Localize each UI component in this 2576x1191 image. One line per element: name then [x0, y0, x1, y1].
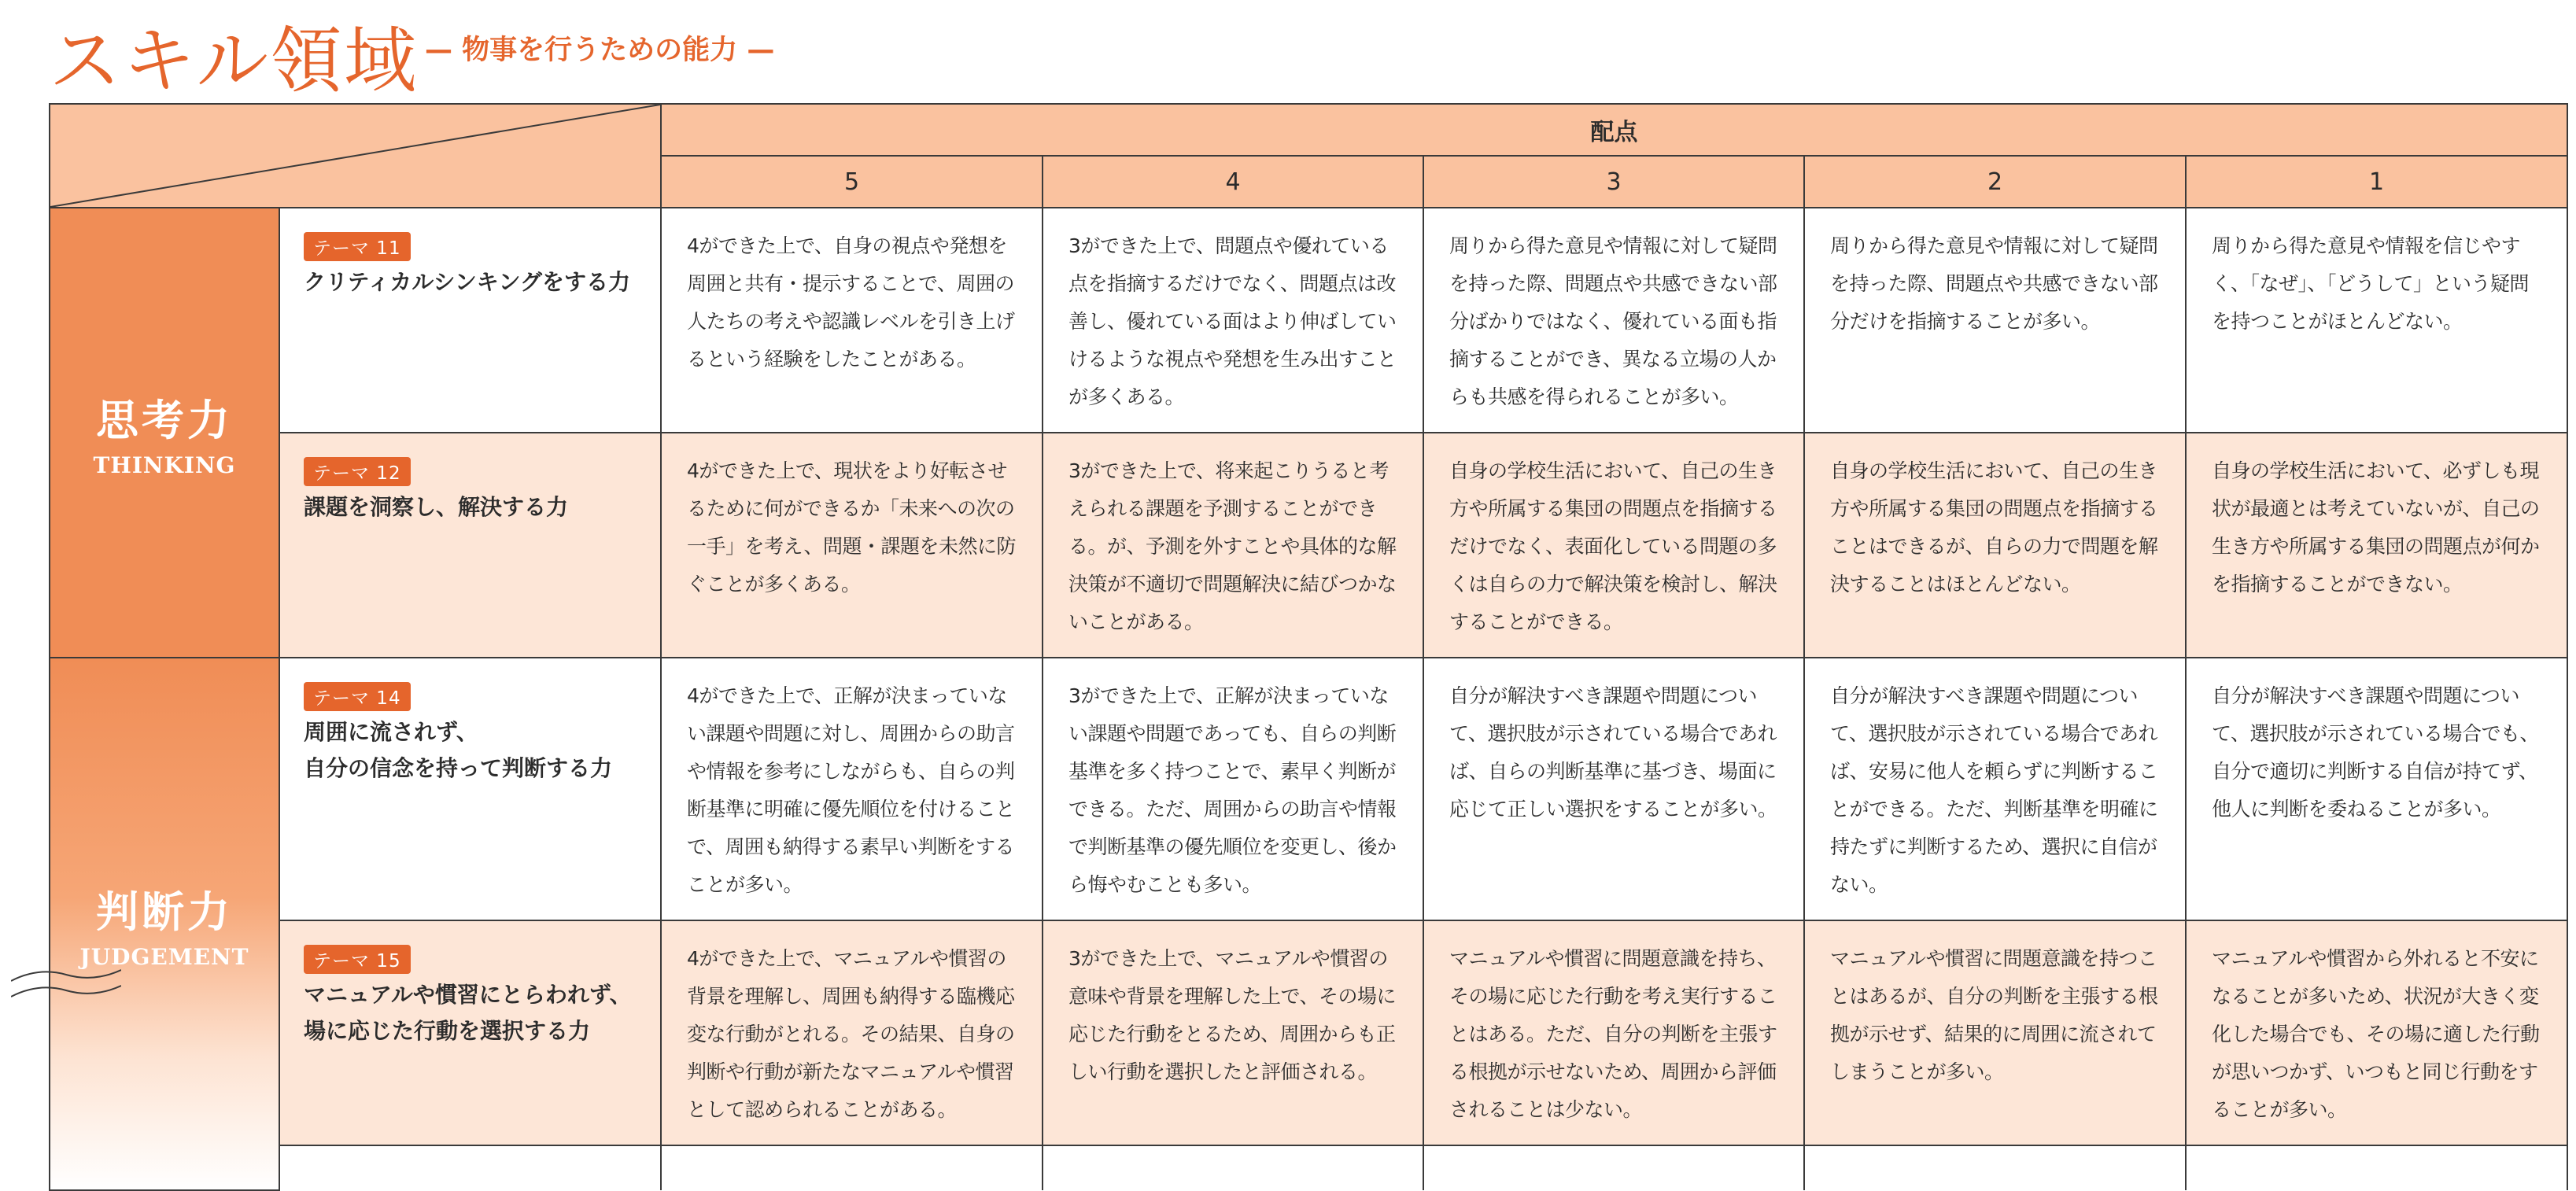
- rubric-cell: 3ができた上で、問題点や優れている点を指摘するだけでなく、問題点は改善し、優れている面はより伸ばしていけるような視点や発想を生み出すことが多くある。: [1043, 208, 1423, 433]
- theme-badge: テーマ 11: [304, 232, 411, 261]
- score-2: 2: [1804, 156, 2186, 208]
- table-row-continuation: [50, 1145, 2567, 1190]
- rubric-cell: 3ができた上で、正解が決まっていない課題や問題であっても、自らの判断基準を多く持つことで、素早く判断ができる。ただ、周囲からの助言や情報で判断基準の優先順位を変更し、後から悔やむことも多い。: [1043, 658, 1423, 920]
- corner-cell: [50, 104, 661, 208]
- blank-cell: [661, 1145, 1043, 1190]
- page-break-icon: [11, 964, 121, 1027]
- table-row: [50, 433, 2567, 658]
- page-subtitle: — 物事を行うための能力 —: [425, 35, 775, 66]
- rubric-cell: 周りから得た意見や情報を信じやすく、「なぜ」、「どうして」という疑問を持つことがほとんどない。: [2186, 208, 2567, 433]
- theme-cell: [279, 208, 661, 433]
- rubric-cell: 自分が解決すべき課題や問題について、選択肢が示されている場合でも、自分で適切に判断する自信が持てず、他人に判断を委ねることが多い。: [2186, 658, 2567, 920]
- rubric-cell: 自身の学校生活において、自己の生き方や所属する集団の問題点を指摘することはできるが、自らの力で問題を解決することはほとんどない。: [1804, 433, 2186, 658]
- rubric-cell: 自分が解決すべき課題や問題について、選択肢が示されている場合であれば、自らの判断基準に基づき、場面に応じて正しい選択をすることが多い。: [1423, 658, 1804, 920]
- table-row: [50, 658, 2567, 920]
- score-5: 5: [661, 156, 1043, 208]
- score-4: 4: [1043, 156, 1423, 208]
- rubric-cell: 4ができた上で、現状をより好転させるために何ができるか「未来への次の一手」を考え、問題・課題を未然に防ぐことが多くある。: [661, 433, 1043, 658]
- score-3: 3: [1423, 156, 1804, 208]
- skill-rubric-table: [49, 103, 2568, 1191]
- rubric-cell: 自分が解決すべき課題や問題について、選択肢が示されている場合であれば、安易に他人を頼らずに判断することができる。ただ、判断基準を明確に持たずに判断するため、選択に自信がない。: [1804, 658, 2186, 920]
- blank-cell: [279, 1145, 661, 1190]
- blank-cell: [2186, 1145, 2567, 1190]
- theme-badge: テーマ 12: [304, 457, 411, 486]
- rubric-cell: 4ができた上で、マニュアルや慣習の背景を理解し、周囲も納得する臨機応変な行動がとれる。その結果、自身の判断や行動が新たなマニュアルや慣習として認められることがある。: [661, 920, 1043, 1145]
- area-label-en: JUDGEMENT: [79, 943, 249, 970]
- table-row: [50, 208, 2567, 433]
- rubric-cell: マニュアルや慣習から外れると不安になることが多いため、状況が大きく変化した場合でも、その場に適した行動が思いつかず、いつもと同じ行動をすることが多い。: [2186, 920, 2567, 1145]
- area-label-jp: 思考力: [96, 396, 233, 445]
- rubric-cell: 4ができた上で、自身の視点や発想を周囲と共有・提示することで、周囲の人たちの考えや認識レベルを引き上げるという経験をしたことがある。: [661, 208, 1043, 433]
- theme-badge: テーマ 14: [304, 682, 411, 711]
- blank-cell: [1804, 1145, 2186, 1190]
- theme-badge: テーマ 15: [304, 945, 411, 974]
- rubric-cell: 周りから得た意見や情報に対して疑問を持った際、問題点や共感できない部分ばかりではなく、優れている面も指摘することができ、異なる立場の人からも共感を得られることが多い。: [1423, 208, 1804, 433]
- rubric-cell: 3ができた上で、将来起こりうると考えられる課題を予測することができる。が、予測を外すことや具体的な解決策が不適切で問題解決に結びつかないことがある。: [1043, 433, 1423, 658]
- diagonal-divider: [50, 105, 660, 207]
- area-label-jp: 判断力: [96, 887, 233, 937]
- blank-cell: [1043, 1145, 1423, 1190]
- theme-title: マニュアルや慣習にとらわれず、 場に応じた行動を選択する力: [304, 982, 632, 1044]
- rubric-cell: 周りから得た意見や情報に対して疑問を持った際、問題点や共感できない部分だけを指摘することが多い。: [1804, 208, 2186, 433]
- area-judgement: [50, 658, 279, 1190]
- score-1: 1: [2186, 156, 2567, 208]
- score-header: 配点: [661, 104, 2567, 156]
- rubric-cell: マニュアルや慣習に問題意識を持つことはあるが、自分の判断を主張する根拠が示せず、結果的に周囲に流されてしまうことが多い。: [1804, 920, 2186, 1145]
- theme-title: クリティカルシンキングをする力: [304, 269, 630, 295]
- theme-title: 周囲に流されず、 自分の信念を持って判断する力: [304, 719, 613, 781]
- blank-cell: [1423, 1145, 1804, 1190]
- rubric-cell: マニュアルや慣習に問題意識を持ち、その場に応じた行動を考え実行することはある。ただ、自分の判断を主張する根拠が示せないため、周囲から評価されることは少ない。: [1423, 920, 1804, 1145]
- theme-cell: [279, 658, 661, 920]
- rubric-cell: 4ができた上で、正解が決まっていない課題や問題に対し、周囲からの助言や情報を参考にしながらも、自らの判断基準に明確に優先順位を付けることで、周囲も納得する素早い判断をすることが多い。: [661, 658, 1043, 920]
- rubric-cell: 自身の学校生活において、必ずしも現状が最適とは考えていないが、自己の生き方や所属する集団の問題点が何かを指摘することができない。: [2186, 433, 2567, 658]
- rubric-cell: 3ができた上で、マニュアルや慣習の意味や背景を理解した上で、その場に応じた行動をとるため、周囲からも正しい行動を選択したと評価される。: [1043, 920, 1423, 1145]
- theme-cell: [279, 433, 661, 658]
- theme-cell: [279, 920, 661, 1145]
- rubric-cell: 自身の学校生活において、自己の生き方や所属する集団の問題点を指摘するだけでなく、表面化している問題の多くは自らの力で解決策を検討し、解決することができる。: [1423, 433, 1804, 658]
- theme-title: 課題を洞察し、解決する力: [304, 494, 569, 520]
- area-label-en: THINKING: [93, 452, 236, 478]
- area-thinking: [50, 208, 279, 658]
- page-title: スキル領域: [49, 19, 419, 103]
- table-row: [50, 920, 2567, 1145]
